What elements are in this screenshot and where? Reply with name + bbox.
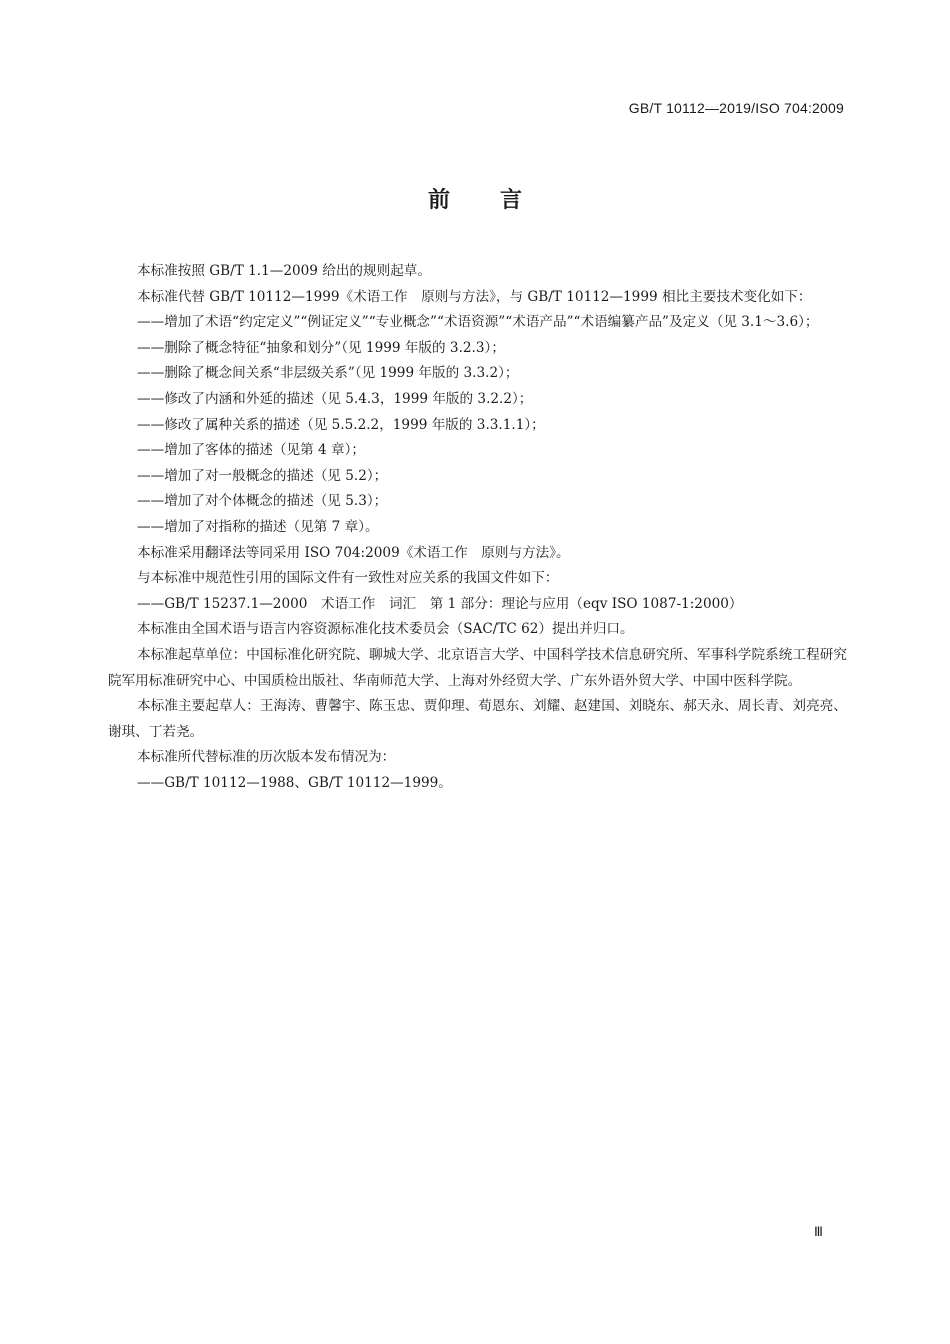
paragraph-replaces: 本标准代替 GB/T 10112—1999《术语工作 原则与方法》，与 GB/T 10112—1999 相比主要技术变化如下： [137, 288, 812, 305]
paragraph-drafting-units: 本标准起草单位：中国标准化研究院、聊城大学、北京语言大学、中国科学技术信息研究所、军事科学院系统工程研究院军用标准研究中心、中国质检出版社、华南师范大学、上海对外经贸大学、广东外语外贸大学、中国中医科学院。 [108, 646, 847, 689]
paragraph-previous-editions: 本标准所代替标准的历次版本发布情况为： [137, 749, 396, 766]
change-item: ——增加了对指称的描述（见第 7 章）。 [137, 518, 379, 535]
previous-edition-item: ——GB/T 10112—1988、GB/T 10112—1999。 [137, 774, 452, 791]
page-number: Ⅲ [814, 1224, 823, 1239]
page-title: 前言 [427, 188, 572, 213]
change-item: ——修改了属种关系的描述（见 5.5.2.2，1999 年版的 3.3.1.1）； [137, 416, 545, 433]
change-item: ——修改了内涵和外延的描述（见 5.4.3，1999 年版的 3.2.2）； [137, 390, 533, 407]
paragraph-drafting-rules: 本标准按照 GB/T 1.1—2009 给出的规则起草。 [137, 263, 431, 279]
reference-item: ——GB/T 15237.1—2000 术语工作 词汇 第 1 部分：理论与应用（eqv ISO 1087-1:2000） [137, 595, 743, 612]
change-item: ——删除了概念间关系“非层级关系”（见 1999 年版的 3.3.2）； [137, 365, 519, 382]
foreword-body [108, 259, 847, 796]
change-item: ——增加了术语“约定定义”“例证定义”“专业概念”“术语资源”“术语产品”“术语编纂产品”及定义（见 3.1～3.6）； [137, 314, 819, 331]
change-item: ——增加了对个体概念的描述（见 5.3）； [137, 493, 388, 510]
change-item: ——增加了客体的描述（见第 4 章）； [137, 442, 365, 459]
standard-code-header: GB/T 10112—2019/ISO 704:2009 [628, 100, 844, 116]
paragraph-normative-references: 与本标准中规范性引用的国际文件有一致性对应关系的我国文件如下： [137, 570, 559, 587]
change-item: ——增加了对一般概念的描述（见 5.2）； [137, 467, 388, 484]
paragraph-drafters: 本标准主要起草人：王海涛、曹馨宇、陈玉忠、贾仰理、荀恩东、刘耀、赵建国、刘晓东、郝天永、周长青、刘亮亮、谢琪、丁若尧。 [108, 698, 847, 740]
change-item: ——删除了概念特征“抽象和划分”（见 1999 年版的 3.2.3）； [137, 339, 505, 356]
paragraph-adoption: 本标准采用翻译法等同采用 ISO 704:2009《术语工作 原则与方法》。 [137, 544, 570, 561]
paragraph-proposer: 本标准由全国术语与语言内容资源标准化技术委员会（SAC/TC 62）提出并归口。 [137, 621, 634, 638]
